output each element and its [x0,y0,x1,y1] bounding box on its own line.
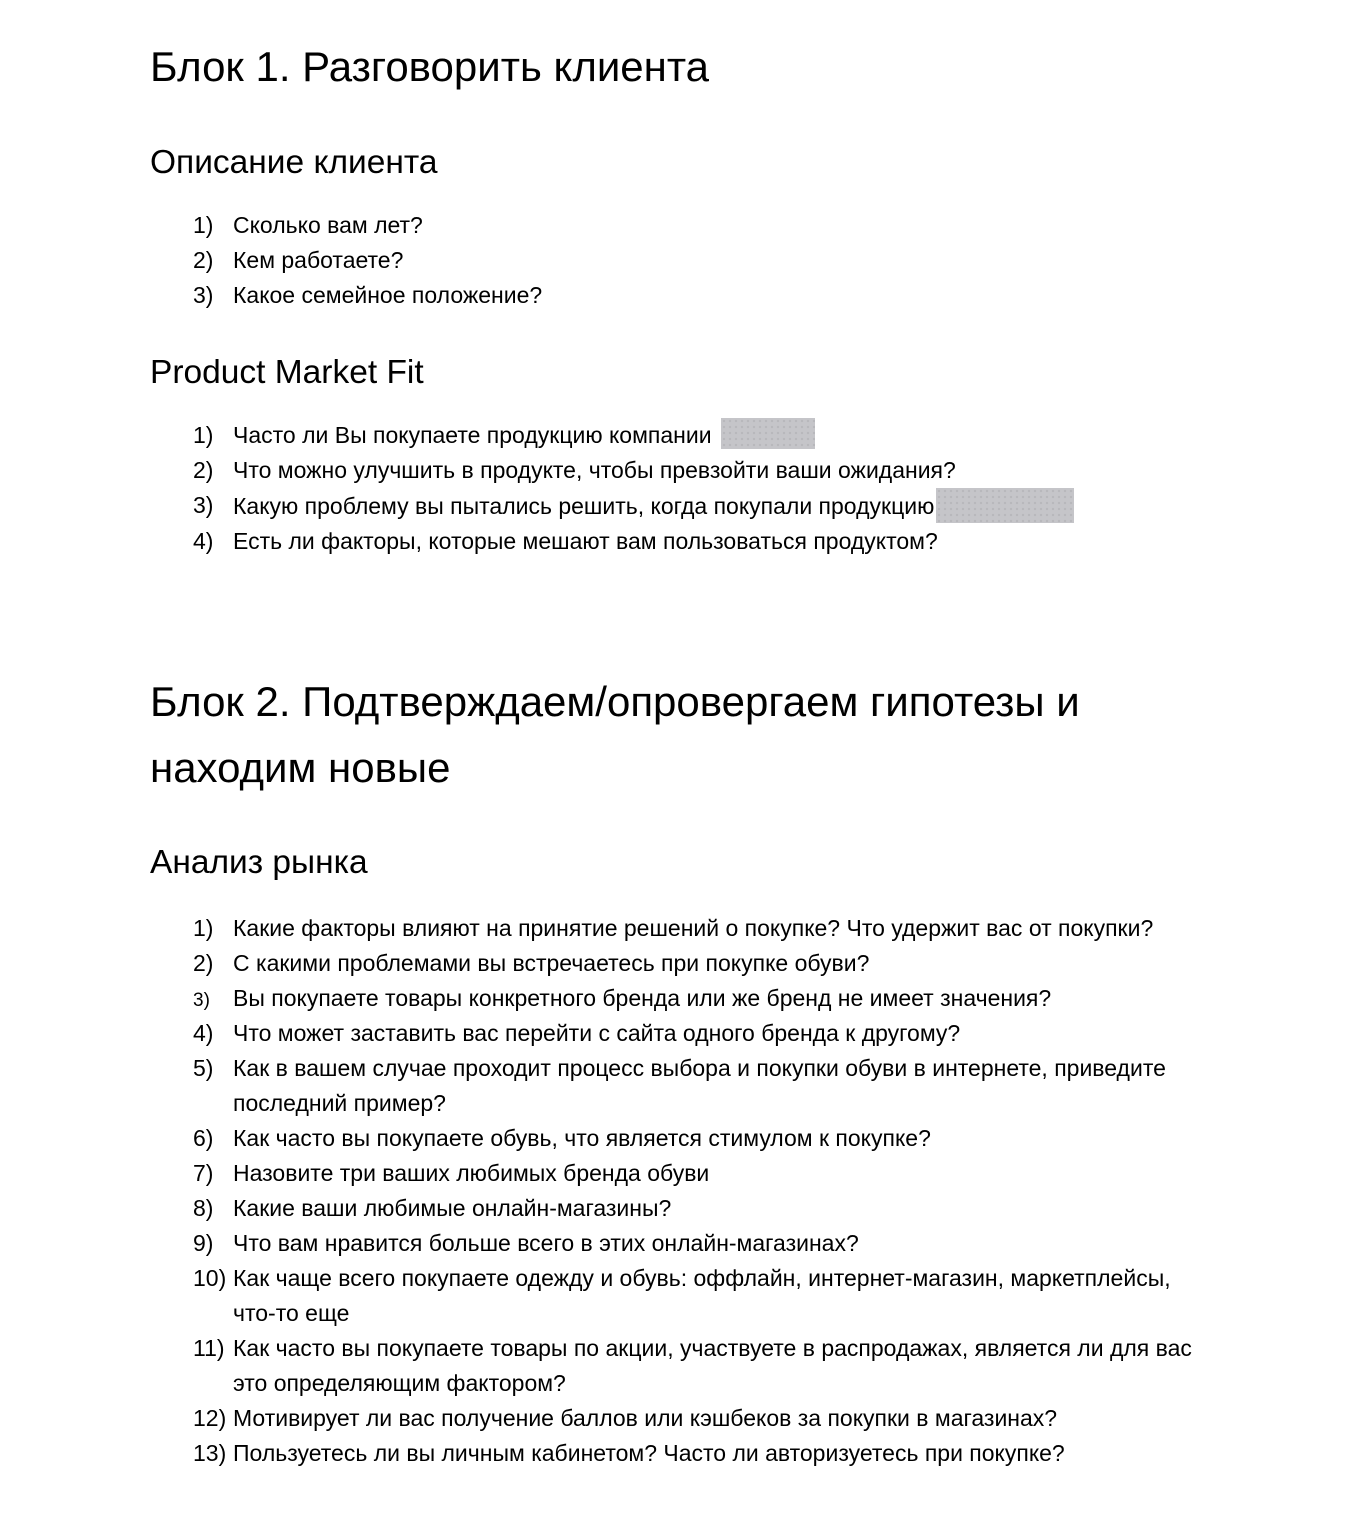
list-item-number: 9) [193,1230,214,1256]
list-item [150,488,1195,524]
redacted-text-box [721,418,815,449]
list-item-number: 8) [193,1195,214,1221]
list-item-text: С какими проблемами вы встречаетесь при покупке обуви? [233,950,870,976]
list-item-text: Вы покупаете товары конкретного бренда или же бренд не имеет значения? [233,985,1052,1011]
market-analysis-list [150,911,1195,1471]
list-item-text: Какие ваши любимые онлайн-магазины? [233,1195,672,1221]
list-item-text: Что можно улучшить в продукте, чтобы превзойти ваши ожидания? [233,457,956,483]
list-item [150,278,1195,313]
list-item [150,453,1195,488]
list-item [150,981,1195,1016]
list-item-number: 3) [193,990,210,1011]
list-item-text: Как чаще всего покупаете одежду и обувь: оффлайн, интернет-магазин, маркетплейсы, что-то еще [233,1265,1171,1326]
list-item-number: 13) [193,1440,227,1466]
list-item-text: Сколько вам лет? [233,212,423,238]
list-item [150,524,1195,559]
list-item [150,1226,1195,1261]
list-item [150,243,1195,278]
list-item-text: Кем работаете? [233,247,404,273]
section-title-product-market-fit: Product Market Fit [150,354,424,391]
list-item-text: Как часто вы покупаете обувь, что является стимулом к покупке? [233,1125,931,1151]
list-item [150,1051,1195,1121]
list-item-number: 1) [193,915,214,941]
list-item-text: Что может заставить вас перейти с сайта одного бренда к другому? [233,1020,961,1046]
list-item-number: 6) [193,1125,214,1151]
list-item-text: Какие факторы влияют на принятие решений о покупке? Что удержит вас от покупки? [233,915,1154,941]
section-title-client-description: Описание клиента [150,144,438,181]
list-item-text: Часто ли Вы покупаете продукцию компании [233,422,712,448]
list-item-number: 2) [193,950,214,976]
list-item-text: Есть ли факторы, которые мешают вам пользоваться продуктом? [233,528,938,554]
list-item-text: Что вам нравится больше всего в этих онлайн-магазинах? [233,1230,859,1256]
list-item-number: 11) [193,1335,225,1361]
list-item [150,1401,1195,1436]
list-item-number: 12) [193,1405,227,1431]
list-item-number: 5) [193,1055,214,1081]
list-item-text: Какую проблему вы пытались решить, когда покупали продукцию [233,493,935,519]
list-item-text: Мотивирует ли вас получение баллов или кэшбеков за покупки в магазинах? [233,1405,1058,1431]
redacted-text-box [936,488,1074,523]
list-item-text: Как в вашем случае проходит процесс выбора и покупки обуви в интернете, приведите последний пример? [233,1055,1166,1116]
list-item [150,1436,1195,1471]
list-item-number: 4) [193,528,214,554]
list-item-number: 2) [193,457,214,483]
list-item [150,946,1195,981]
list-item-number: 3) [193,492,214,518]
list-item-number: 10) [193,1265,227,1291]
list-item [150,1156,1195,1191]
list-item [150,1331,1195,1401]
list-item-number: 4) [193,1020,214,1046]
section-title-market-analysis: Анализ рынка [150,844,368,881]
block2-title: Блок 2. Подтверждаем/опровергаем гипотезы и находим новые [150,678,1080,791]
list-item [150,1016,1195,1051]
list-item-number: 7) [193,1160,214,1186]
list-item-text: Как часто вы покупаете товары по акции, участвуете в распродажах, является ли для вас это определяющим фактором? [233,1335,1192,1396]
list-item [150,1191,1195,1226]
list-item [150,208,1195,243]
list-item-text: Пользуетесь ли вы личным кабинетом? Часто ли авторизуетесь при покупке? [233,1440,1065,1466]
block1-title: Блок 1. Разговорить клиента [150,43,709,90]
list-item-number: 1) [193,212,214,238]
list-item-number: 1) [193,422,214,448]
list-item-number: 2) [193,247,214,273]
list-item-text: Какое семейное положение? [233,282,543,308]
list-item-text: Назовите три ваших любимых бренда обуви [233,1160,710,1186]
list-item-number: 3) [193,282,214,308]
list-item [150,1121,1195,1156]
client-description-list [150,208,1195,313]
list-item [150,418,1195,453]
list-item [150,911,1195,946]
product-market-fit-list [150,418,1195,559]
list-item [150,1261,1195,1331]
